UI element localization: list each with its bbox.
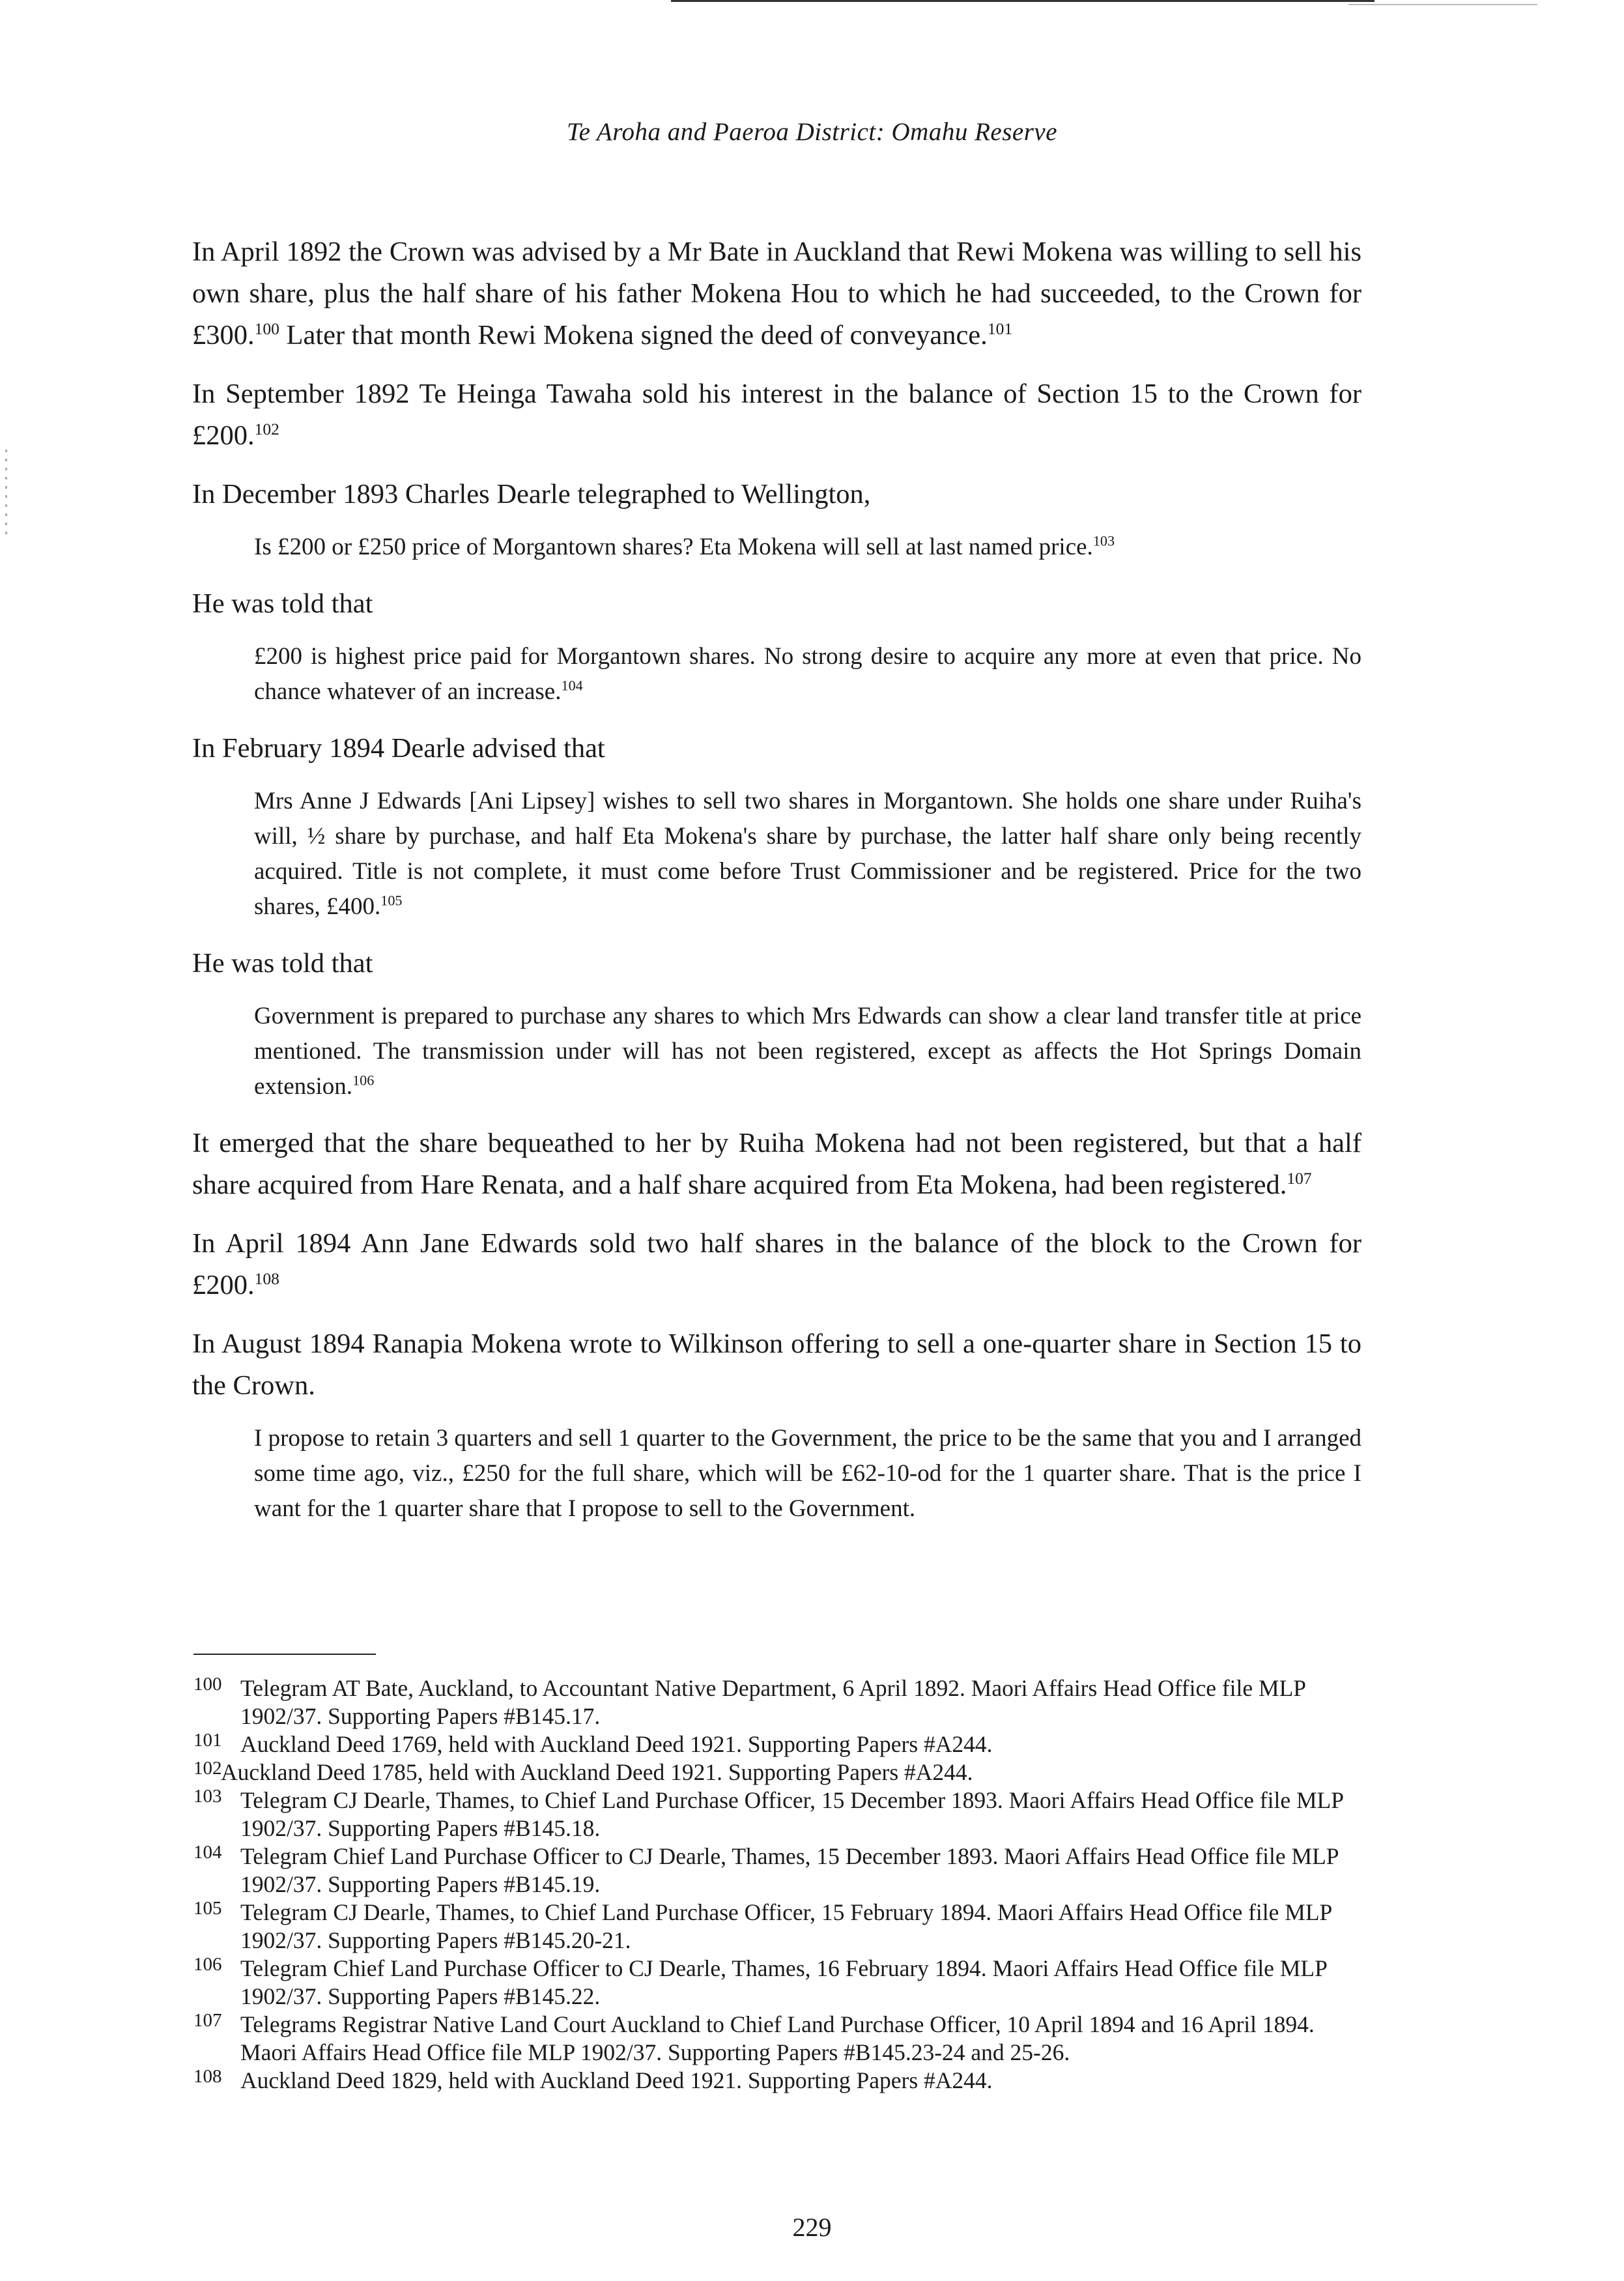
footnote	[193, 2067, 1363, 2095]
footnote	[193, 2011, 1363, 2067]
top-scan-line-faint	[1348, 4, 1537, 5]
footnote-ref[interactable]: 107	[1287, 1168, 1312, 1188]
footnote-rule	[193, 1654, 376, 1655]
paragraph: In August 1894 Ranapia Mokena wrote to Wilkinson offering to sell a one-quarter share in Section 15 to the Crown.	[192, 1328, 1361, 1401]
footnote-ref[interactable]: 104	[561, 677, 583, 694]
footnote-number: 101	[193, 1730, 222, 1751]
footnote-number: 103	[193, 1786, 222, 1807]
footnote-text: Telegram Chief Land Purchase Officer to CJ Dearle, Thames, 16 February 1894. Maori Affairs Head Office file MLP 1902/37. Supporting Papers #B145.22.	[240, 1955, 1327, 2009]
paragraph: In September 1892 Te Heinga Tawaha sold his interest in the balance of Section 15 to the Crown for £200.$^{102}$	[192, 379, 1361, 451]
footnote-ref[interactable]: 100	[254, 319, 279, 338]
paragraph: In April 1894 Ann Jane Edwards sold two half shares in the balance of the block to the Crown for £200.$^{108}$	[192, 1228, 1361, 1300]
footnote-ref[interactable]: 106	[352, 1072, 375, 1089]
paragraph: It emerged that the share bequeathed to her by Ruiha Mokena had not been registered, but that a half share acquired from Hare Renata, and a half share acquired from Eta Mokena, had been registered.$^{107}$	[192, 1128, 1361, 1200]
page-number: 229	[792, 2213, 832, 2242]
main-text	[192, 231, 1361, 1545]
footnote-number: 106	[193, 1954, 222, 1975]
footnote	[193, 1786, 1363, 1843]
footnote-text: Telegram AT Bate, Auckland, to Accountant Native Department, 6 April 1892. Maori Affairs Head Office file MLP 1902/37. Supporting Papers #B145.17.	[240, 1675, 1305, 1729]
paragraph: In April 1892 the Crown was advised by a Mr Bate in Auckland that Rewi Mokena was willing to sell his own share, plus the half share of his father Mokena Hou to which he had succeeded, to the Crown for £300.$^{100}$ Later that month Rewi Mokena signed the deed of conveyance.$^{101}$	[192, 237, 1361, 351]
footnote-text: Auckland Deed 1829, held with Auckland Deed 1921. Supporting Papers #A244.	[240, 2067, 993, 2093]
footnote	[193, 1955, 1363, 2011]
footnote-ref[interactable]: 105	[380, 892, 403, 909]
footnote-ref[interactable]: 108	[254, 1269, 279, 1288]
footnote	[193, 1674, 1363, 1730]
block-quote: £200 is highest price paid for Morgantown shares. No strong desire to acquire any more at even that price. No chance whatever of an increase.$^{104}$	[254, 643, 1361, 705]
footnote-number: 107	[193, 2010, 222, 2031]
block-quote: Is £200 or £250 price of Morgantown shares? Eta Mokena will sell at last named price.$^{103}$	[254, 532, 1115, 560]
paragraph: In December 1893 Charles Dearle telegraphed to Wellington,	[192, 479, 871, 509]
footnote-ref[interactable]: 101	[987, 319, 1013, 338]
footnote-ref[interactable]: 103	[1092, 532, 1115, 549]
block-quote: Government is prepared to purchase any shares to which Mrs Edwards can show a clear land transfer title at price mentioned. The transmission under will has not been registered, except as affects the Hot Springs Domain extension.$^{106}$	[254, 1003, 1361, 1100]
footnote-number: 108	[193, 2066, 222, 2087]
block-quote: Mrs Anne J Edwards [Ani Lipsey] wishes to sell two shares in Morgantown. She holds one share under Ruiha's will, ½ share by purchase, and half Eta Mokena's share by purchase, the latter half share only being recently acquired. Title is not complete, it must come before Trust Commissioner and be registered. Price for the two shares, £400.$^{105}$	[254, 788, 1361, 920]
footnote	[193, 1730, 1363, 1758]
footnote-text: Telegram CJ Dearle, Thames, to Chief Land Purchase Officer, 15 December 1893. Maori Affairs Head Office file MLP 1902/37. Supporting Papers #B145.18.	[240, 1787, 1343, 1841]
top-scan-line	[671, 0, 1375, 2]
footnote-text: Telegrams Registrar Native Land Court Auckland to Chief Land Purchase Officer, 10 April 1894 and 16 April 1894. Maori Affairs Head Office file MLP 1902/37. Supporting Papers #B145.23-24 and 25-26.	[240, 2011, 1315, 2065]
footnote-number: 102	[193, 1758, 222, 1779]
footnote-text: Auckland Deed 1785, held with Auckland Deed 1921. Supporting Papers #A244.	[221, 1759, 973, 1785]
paragraph: He was told that	[192, 948, 373, 979]
block-quote: I propose to retain 3 quarters and sell 1 quarter to the Government, the price to be the same that you and I arranged some time ago, viz., £250 for the full share, which will be £62-10-od for the 1 quarter share. That is the price I want for the 1 quarter share that I propose to sell to the Government.	[254, 1425, 1361, 1522]
footnote-text: Telegram Chief Land Purchase Officer to CJ Dearle, Thames, 15 December 1893. Maori Affairs Head Office file MLP 1902/37. Supporting Papers #B145.19.	[240, 1843, 1339, 1897]
footnote-number: 105	[193, 1898, 222, 1919]
footnote-text: Telegram CJ Dearle, Thames, to Chief Land Purchase Officer, 15 February 1894. Maori Affairs Head Office file MLP 1902/37. Supporting Papers #B145.20-21.	[240, 1899, 1332, 1953]
paragraph: He was told that	[192, 588, 373, 619]
footnote-number: 100	[193, 1674, 222, 1695]
footnote-number: 104	[193, 1842, 222, 1863]
footnote	[193, 1899, 1363, 1955]
margin-scan-marks	[5, 450, 7, 534]
footnote-ref[interactable]: 102	[254, 419, 279, 438]
footnotes	[193, 1674, 1363, 2095]
footnote-text: Auckland Deed 1769, held with Auckland Deed 1921. Supporting Papers #A244.	[240, 1731, 993, 1757]
footnote	[193, 1843, 1363, 1899]
paragraph: In February 1894 Dearle advised that	[192, 733, 605, 764]
running-header: Te Aroha and Paeroa District: Omahu Reserve	[566, 118, 1058, 146]
footnote	[193, 1758, 1363, 1786]
